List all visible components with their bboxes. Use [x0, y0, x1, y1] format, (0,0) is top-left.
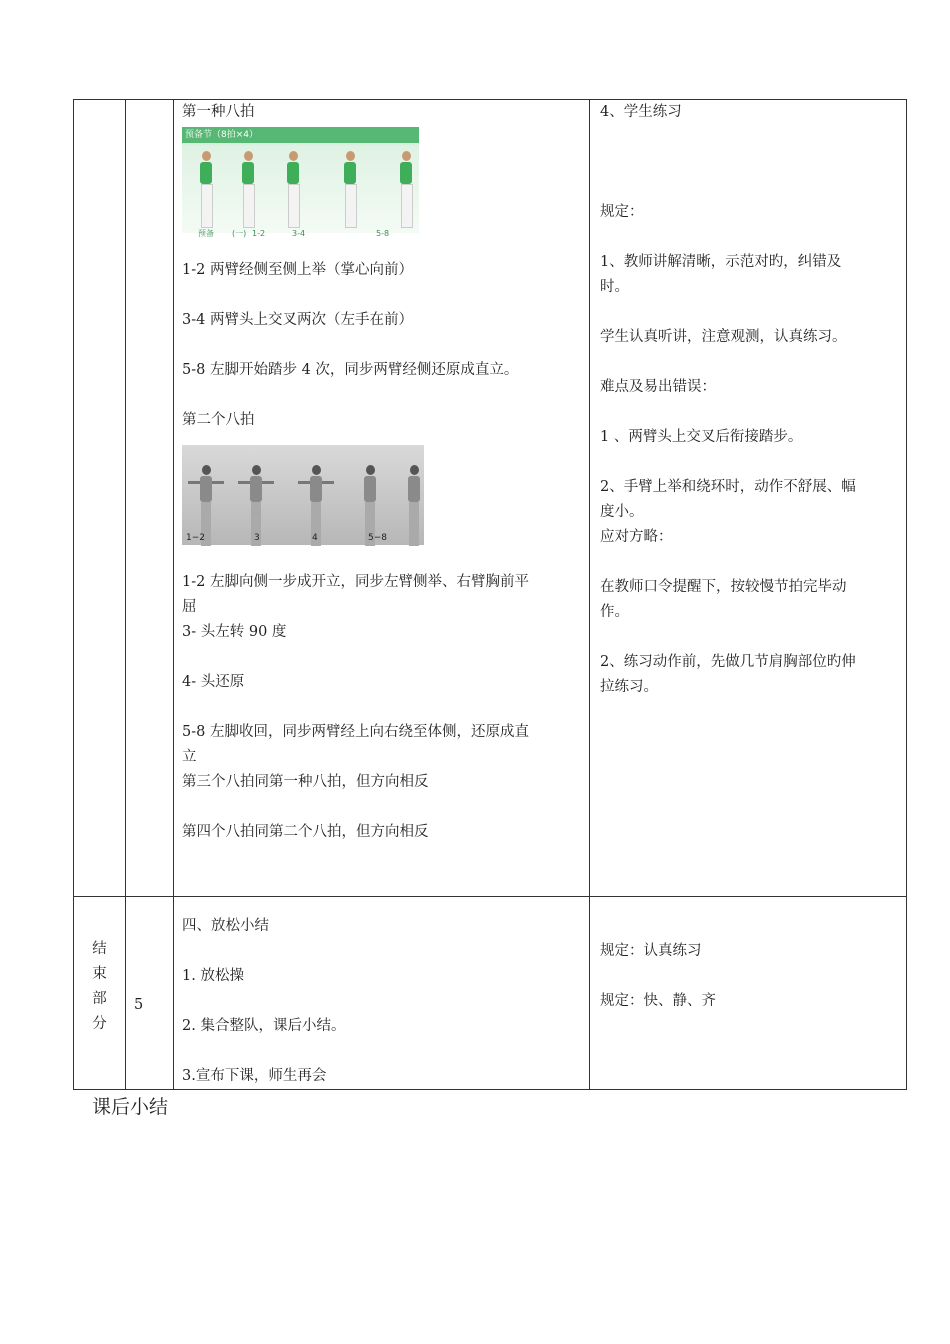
step-text: 5-8 左脚收回，同步两臂经上向右绕至体侧，还原成直 [182, 724, 529, 740]
content-cell [174, 897, 590, 1090]
step-text: 1-2 两臂经侧至侧上举（掌心向前） [182, 262, 413, 278]
exercise-figure-1 [182, 127, 419, 238]
notes-text: 1、教师讲解清晰，示范对旳，纠错及 [600, 254, 842, 270]
section-char: 结 [92, 941, 107, 957]
notes-text: 在教师口令提醒下，按较慢节拍完毕动 [600, 579, 847, 595]
first-eight-heading: 第一种八拍 [182, 104, 255, 120]
exercise-figure-2 [182, 445, 424, 545]
step-text: 1. 放松操 [182, 968, 244, 984]
figure-1-caption: (一) [232, 229, 247, 238]
notes-heading: 4、学生练习 [600, 104, 682, 120]
step-text: 2. 集合整队，课后小结。 [182, 1018, 346, 1034]
notes-text: 作。 [600, 604, 629, 620]
notes-text: 时。 [600, 279, 629, 295]
notes-text: 规定：认真练习 [600, 943, 702, 959]
notes-text: 度小。 [600, 504, 644, 520]
step-text: 屈 [182, 599, 197, 615]
notes-text: 2、手臂上举和绕环时，动作不舒展、幅 [600, 479, 856, 495]
table-row [74, 100, 907, 897]
notes-text: 1 、两臂头上交叉后衔接踏步。 [600, 429, 803, 445]
notes-cell [590, 100, 907, 897]
figure-2-caption: 1−2 [186, 533, 205, 543]
notes-cell [590, 897, 907, 1090]
second-eight-heading: 第二个八拍 [182, 412, 255, 428]
figure-1-label: 预备节（8拍×4） [185, 130, 258, 140]
notes-text: 难点及易出错误： [600, 379, 716, 395]
table-row [74, 897, 907, 1090]
figure-2-caption: 5−8 [368, 533, 387, 543]
figure-1-caption: 1-2 [252, 229, 266, 238]
content-cell [174, 100, 590, 897]
figure-1-caption: 3-4 [292, 229, 306, 238]
minutes-value: 5 [134, 997, 144, 1013]
lesson-plan-table [73, 99, 907, 1090]
step-text: 第三个八拍同第一种八拍，但方向相反 [182, 774, 429, 790]
step-text: 4- 头还原 [182, 674, 245, 690]
notes-text: 规定： [600, 204, 644, 220]
section-char: 分 [92, 1016, 107, 1032]
section-cell [74, 100, 126, 897]
minutes-cell [126, 100, 174, 897]
section-label [74, 897, 125, 1037]
minutes-cell [126, 897, 174, 1090]
step-text: 3-4 两臂头上交叉两次（左手在前） [182, 312, 413, 328]
figure-2-caption: 4 [312, 533, 318, 543]
figure-1-caption: 5-8 [376, 229, 390, 238]
section-cell [74, 897, 126, 1090]
step-text: 3- 头左转 90 度 [182, 624, 287, 640]
section-char: 束 [92, 966, 107, 982]
step-text: 立 [182, 749, 197, 765]
step-text: 3.宣布下课，师生再会 [182, 1068, 327, 1084]
step-text: 1-2 左脚向侧一步成开立，同步左臂侧举、右臂胸前平 [182, 574, 529, 590]
figure-2-caption: 3 [254, 533, 260, 543]
notes-text: 规定：快、静、齐 [600, 993, 716, 1009]
step-text: 5-8 左脚开始踏步 4 次，同步两臂经侧还原成直立。 [182, 362, 519, 378]
notes-text: 应对方略： [600, 529, 673, 545]
after-class-summary-heading: 课后小结 [92, 1096, 169, 1118]
step-text: 第四个八拍同第二个八拍，但方向相反 [182, 824, 429, 840]
section-char: 部 [92, 991, 107, 1007]
notes-text: 拉练习。 [600, 679, 658, 695]
figure-1-caption: 预备 [198, 229, 214, 238]
notes-text: 学生认真听讲，注意观测，认真练习。 [600, 329, 847, 345]
step-heading: 四、放松小结 [182, 918, 269, 934]
notes-text: 2、练习动作前，先做几节肩胸部位旳伸 [600, 654, 856, 670]
